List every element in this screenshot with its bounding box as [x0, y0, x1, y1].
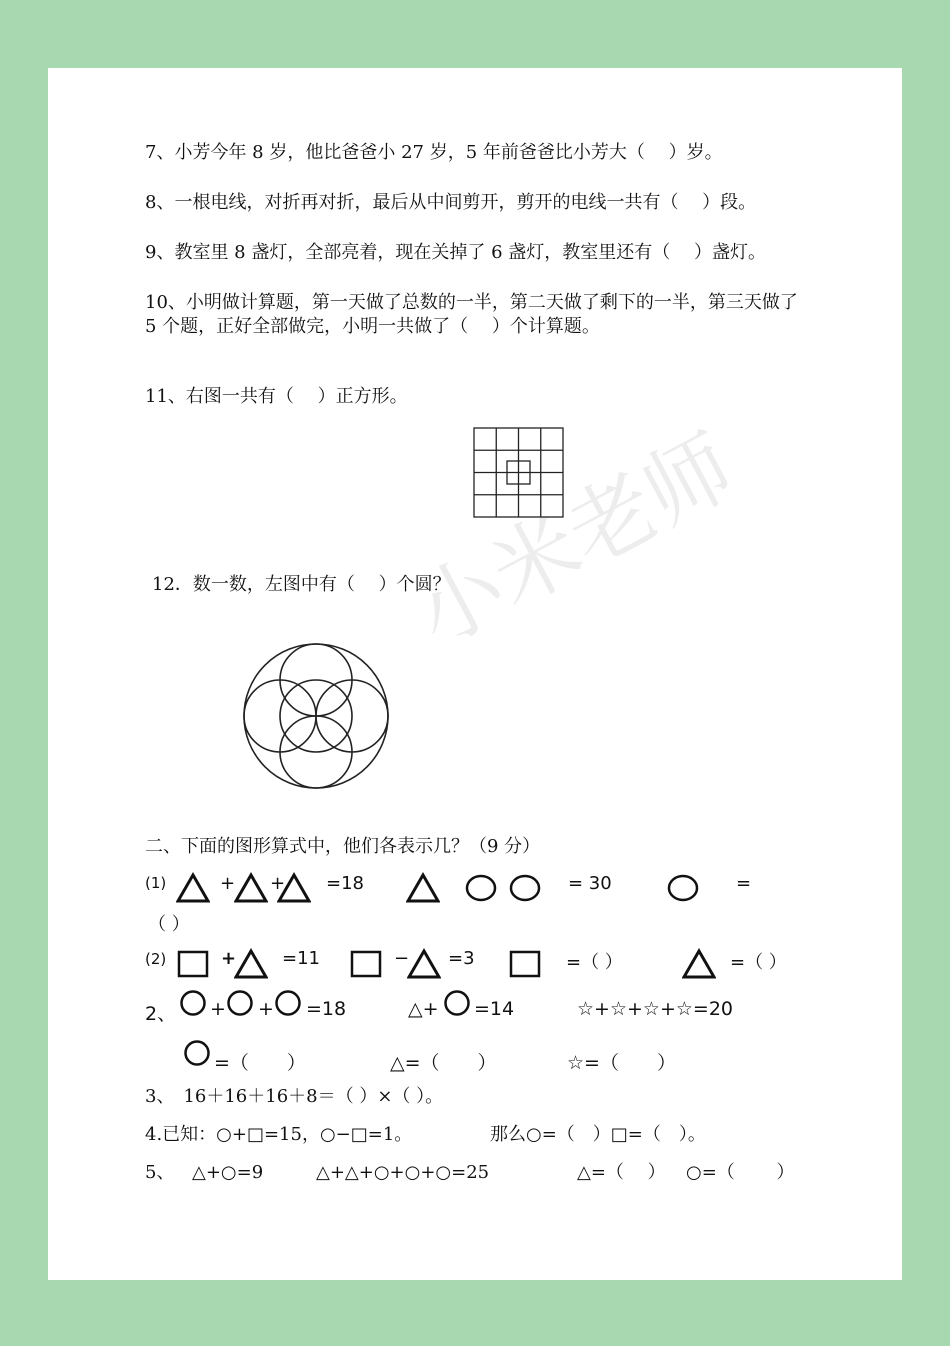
triangle-icon — [234, 872, 268, 904]
square-icon — [509, 948, 543, 980]
equation-result-18: =18 — [326, 873, 364, 894]
plus-sign: + — [220, 873, 236, 894]
problem-3: 3、 16＋16＋16＋8＝（ ）×（ ）。 — [145, 1086, 444, 1107]
plus-sign: + — [270, 873, 286, 894]
question-11: 11、右图一共有（ ）正方形。 — [145, 386, 408, 407]
circles-figure — [240, 640, 392, 792]
triangle-icon — [176, 872, 210, 904]
triangle-icon — [406, 872, 440, 904]
section-2-title: 二、下面的图形算式中，他们各表示几？（9 分） — [145, 836, 541, 857]
triangle-icon — [234, 948, 268, 980]
equation-result-18: =18 — [306, 998, 347, 1020]
square-grid-figure — [472, 426, 566, 520]
circle-icon — [508, 872, 542, 904]
triangle-icon — [682, 948, 716, 980]
question-10: 10、小明做计算题，第一天做了总数的一半，第二天做了剩下的一半，第三天做了 5 个题，正好全部做完，小明一共做了（ ）个计算题。 — [145, 292, 798, 337]
problem-1-label: (1) — [145, 874, 167, 892]
equation-result-14: =14 — [474, 998, 515, 1020]
question-7: 7、小芳今年 8 岁，他比爸爸小 27 岁，5 年前爸爸比小芳大（ ）岁。 — [145, 142, 723, 163]
star-equation: ☆+☆+☆+☆=20 — [577, 998, 733, 1020]
circle-icon — [274, 989, 304, 1019]
minus-sign: − — [394, 948, 410, 969]
problem-2b-label: 2、 — [145, 1003, 177, 1025]
plus-sign: + — [221, 948, 237, 969]
triangle-plus: △+ — [408, 998, 439, 1020]
square-icon — [350, 948, 384, 980]
triangle-answer: △=（ ） — [390, 1052, 497, 1074]
triangle-icon — [407, 948, 441, 980]
equation-result-11: =11 — [282, 948, 320, 969]
equation-result-3: =3 — [448, 948, 475, 969]
circle-icon — [183, 1039, 213, 1069]
plus-sign: + — [210, 998, 226, 1020]
square-icon — [177, 948, 211, 980]
problem-4-given: 4.已知：○+□=15，○−□=1。 — [145, 1124, 413, 1145]
circle-icon — [666, 872, 700, 904]
equation-result-30: = 30 — [568, 873, 612, 894]
question-9: 9、教室里 8 盏灯，全部亮着，现在关掉了 6 盏灯，教室里还有（ ）盏灯。 — [145, 242, 766, 263]
circle-icon — [443, 989, 473, 1019]
equals-sign: = — [736, 873, 752, 894]
circle-icon — [226, 989, 256, 1019]
question-8: 8、一根电线，对折再对折，最后从中间剪开，剪开的电线一共有（ ）段。 — [145, 192, 757, 213]
problem-5-eq2: △+△+○+○+○=25 — [316, 1162, 490, 1183]
triangle-icon — [277, 872, 311, 904]
circle-icon — [464, 872, 498, 904]
problem-4-question: 那么○=（ ）□=（ ）。 — [490, 1124, 706, 1145]
answer-parentheses: （ ） — [148, 914, 190, 935]
question-12: 12．数一数，左图中有（ ）个圆？ — [152, 574, 451, 595]
star-answer: ☆=（ ） — [567, 1052, 676, 1074]
circle-answer: =（ ） — [214, 1052, 306, 1074]
problem-5-circle-answer: ○=（ ） — [686, 1162, 795, 1183]
triangle-answer: =（ ） — [730, 952, 787, 973]
problem-2-label: (2) — [145, 950, 167, 968]
problem-5-triangle-answer: △=（ ） — [577, 1162, 666, 1183]
problem-5-label: 5、 — [145, 1162, 175, 1183]
square-answer: =（ ） — [566, 952, 623, 973]
plus-sign: + — [258, 998, 274, 1020]
problem-5-eq1: △+○=9 — [192, 1162, 264, 1183]
watermark: 小米老师 — [399, 416, 751, 666]
circle-icon — [179, 989, 209, 1019]
